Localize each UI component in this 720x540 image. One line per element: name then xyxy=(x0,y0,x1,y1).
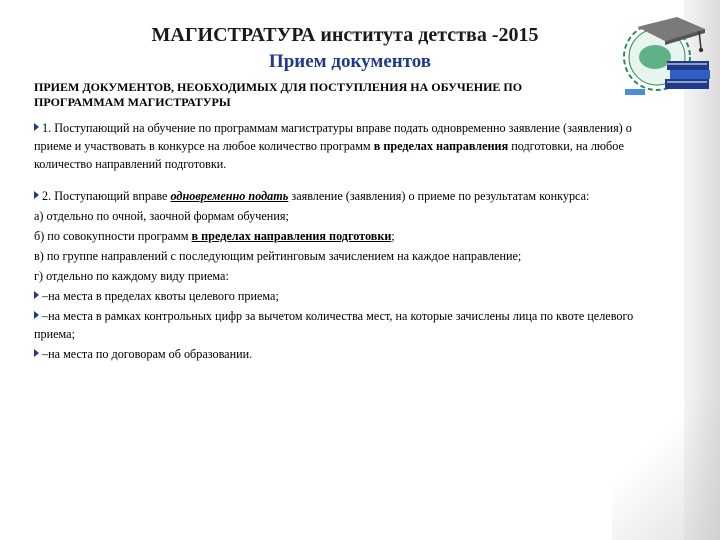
paragraph-2 xyxy=(34,187,646,205)
corner-shadow xyxy=(612,370,720,540)
page-title: МАГИСТРАТУРА института детства -2015 xyxy=(151,24,539,46)
section-heading xyxy=(34,80,624,110)
bullet-item-1 xyxy=(34,287,646,305)
bullet-item-2 xyxy=(34,307,646,343)
list-item-a: а) отдельно по очной, заочной формам обучения; xyxy=(34,209,289,223)
bullet-arrow-icon xyxy=(34,123,39,131)
bullet-item-3 xyxy=(34,345,646,363)
list-item-d: г) отдельно по каждому виду приема: xyxy=(34,269,229,283)
bullet-arrow-icon xyxy=(34,311,39,319)
bullet-item-2-text: –на места в рамках контрольных цифр за вычетом количества мест, на которые зачислены лица по квоте целевого приема; xyxy=(34,309,634,341)
list-item-b-pre: б) по совокупности программ xyxy=(34,229,192,243)
paragraph-2-emphasis: одновременно подать xyxy=(170,189,289,203)
paragraph-1 xyxy=(34,119,646,173)
list-item-b-post: ; xyxy=(391,229,395,243)
paragraph-1-bold: в пределах направления xyxy=(373,139,509,153)
paragraph-1-text-a: 1. Поступающий на обучение по программам магистратуры вправе подать одновременно заявление (заявления) о приеме и участвовать в конкурсе на любое количество программ xyxy=(34,121,632,153)
paragraph-2-text-a: 2. Поступающий вправе xyxy=(42,189,171,203)
paragraph-1-text-b: подготовки, на любое количество направлений подготовки. xyxy=(34,139,624,171)
list-item-b xyxy=(34,227,646,245)
list-item-b-bold: в пределах направления подготовки xyxy=(191,229,392,243)
bullet-item-3-text: –на места по договорам об образовании. xyxy=(42,347,253,361)
bullet-item-1-text: –на места в пределах квоты целевого приема; xyxy=(42,289,279,303)
page-subtitle: Прием документов xyxy=(268,51,432,72)
section-heading-line-2: ПРОГРАММАМ МАГИСТРАТУРЫ xyxy=(34,95,231,109)
section-heading-line-1: ПРИЕМ ДОКУМЕНТОВ, НЕОБХОДИМЫХ ДЛЯ ПОСТУПЛЕНИЯ НА ОБУЧЕНИЕ ПО xyxy=(34,80,523,94)
graduation-books-logo-icon xyxy=(615,5,715,105)
bullet-arrow-icon xyxy=(34,291,39,299)
document-body xyxy=(34,119,646,363)
bullet-arrow-icon xyxy=(34,191,39,199)
bullet-arrow-icon xyxy=(34,349,39,357)
list-item-c: в) по группе направлений с последующим рейтинговым зачислением на каждое направление; xyxy=(34,249,522,263)
paragraph-2-text-b: заявление (заявления) о приеме по результатам конкурса: xyxy=(288,189,590,203)
